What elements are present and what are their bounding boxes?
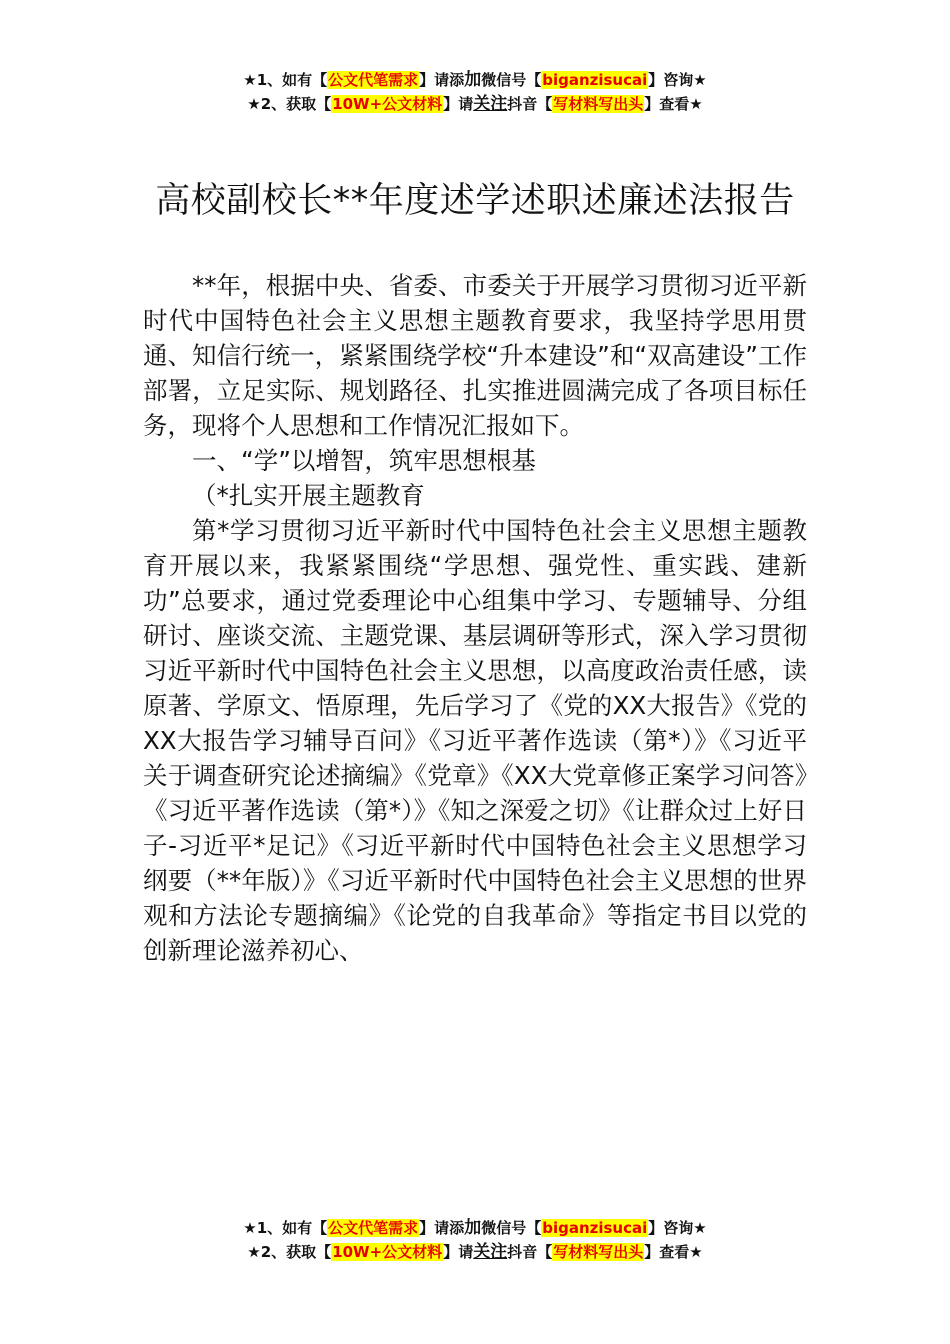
banner-highlight: 公文代笔需求 [328,71,419,89]
banner-text: 】请 [443,1243,474,1261]
banner-text: 抖音【 [507,1243,553,1261]
banner-text: 】请 [443,95,474,113]
banner-text: 】咨询★ [648,71,707,89]
banner-text: 】咨询★ [648,1219,707,1237]
banner-text: ★1、如有【 [243,71,328,89]
banner-highlight: biganzisucai [542,71,648,89]
banner-text-large: 加 [464,70,482,90]
banner-highlight: 10W+公文材料 [332,95,443,113]
top-banner [0,68,950,116]
banner-text: 抖音【 [507,95,553,113]
banner-highlight: biganzisucai [542,1219,648,1237]
banner-highlight: 10W+公文材料 [332,1243,443,1261]
banner-text: 微信号【 [481,1219,542,1237]
document-body [143,268,807,968]
banner-text: 】查看★ [644,95,703,113]
paragraph-body: 第*学习贯彻习近平新时代中国特色社会主义思想主题教育开展以来，我紧紧围绕“学思想、强党性、重实践、建新功”总要求，通过党委理论中心组集中学习、专题辅导、分组研讨、座谈交流、主题党课、基层调研等形式，深入学习贯彻习近平新时代中国特色社会主义思想，以高度政治责任感，读原著、学原文、悟原理，先后学习了《党的XX大报告》《党的XX大报告学习辅导百问》《习近平著作选读（第*）》《习近平关于调查研究论述摘编》《党章》《XX大党章修正案学习问答》《习近平著作选读（第*）》《知之深爱之切》《让群众过上好日子-习近平*足记》《习近平新时代中国特色社会主义思想学习纲要（**年版）》《习近平新时代中国特色社会主义思想的世界观和方法论专题摘编》《论党的自我革命》等指定书目以党的创新理论滋养初心、 [143,516,807,965]
banner-highlight: 写材料写出头 [553,95,644,113]
banner-line-2 [0,1240,950,1264]
section-heading: 一、“学”以增智，筑牢思想根基 [192,446,536,475]
document-title: 高校副校长**年度述学述职述廉述法报告 [155,181,795,221]
banner-text: 】查看★ [644,1243,703,1261]
paragraph-intro: **年，根据中央、省委、市委关于开展学习贯彻习近平新时代中国特色社会主义思想主题教育要求，我坚持学思用贯通、知信行统一，紧紧围绕学校“升本建设”和“双高建设”工作部署，立足实际、规划路径、扎实推进圆满完成了各项目标任务，现将个人思想和工作情况汇报如下。 [143,271,807,440]
bottom-banner [0,1216,950,1264]
banner-highlight: 公文代笔需求 [328,1219,419,1237]
banner-text-underlined: 关注 [473,1242,508,1262]
banner-line-1 [0,68,950,92]
subsection-heading: （*扎实开展主题教育 [192,481,425,510]
banner-text: 】请添 [419,1219,465,1237]
banner-highlight: 写材料写出头 [553,1243,644,1261]
banner-line-1 [0,1216,950,1240]
banner-text: ★2、获取【 [247,1243,332,1261]
banner-line-2 [0,92,950,116]
banner-text: ★2、获取【 [247,95,332,113]
banner-text: ★1、如有【 [243,1219,328,1237]
banner-text-underlined: 关注 [473,94,508,114]
banner-text: 】请添 [419,71,465,89]
banner-text: 微信号【 [481,71,542,89]
banner-text-large: 加 [464,1218,482,1238]
